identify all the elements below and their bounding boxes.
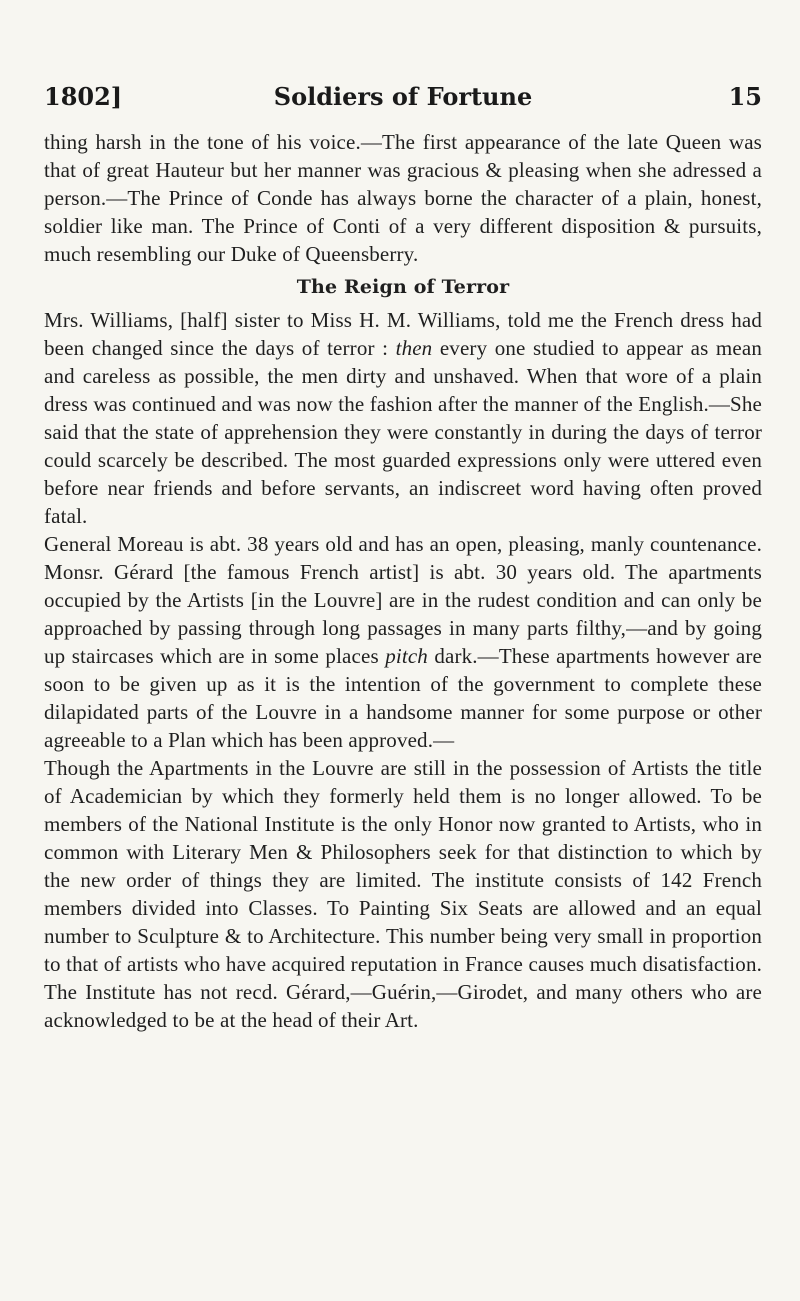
book-page (44, 80, 762, 1034)
running-head-title: Soldiers of Fortune (273, 82, 533, 111)
paragraph-terror (44, 306, 762, 530)
paragraph-opening: thing harsh in the tone of his voice.—The first appearance of the late Queen was that of great Hauteur but her manner was gracious & pleasing when she adressed a person.—The Prince of Conde has always borne the character of a plain, honest, soldier like man. The Prince of Conti of a very different disposition & pursuits, much resembling our Duke of Queensberry. (44, 130, 762, 266)
page-body (44, 128, 762, 1034)
paragraph-institute: Though the Apartments in the Louvre are still in the possession of Artists the title of Academician by which they formerly held them is no longer allowed. To be members of the National Institute is the only Honor now granted to Artists, who in common with Literary Men & Philosophers seek for that distinction to which by the new order of things they are limited. The institute consists of 142 French members divided into Classes. To Painting Six Seats are allowed and an equal number to Sculpture & to Architecture. This number being very small in proportion to that of artists who have acquired reputation in France causes much disatisfaction. The Institute has not recd. Gérard,—Guérin,—Girodet, and many others who are acknowledged to be at the head of their Art. (44, 756, 762, 1032)
section-heading: The Reign of Terror (296, 276, 510, 298)
paragraph-terror-text-a: Mrs. Williams, [half] sister to Miss H. M. Williams, told me the French dress had been changed since the days of terror : (44, 308, 762, 360)
paragraph-moreau (44, 530, 762, 754)
italic-then: then (395, 336, 433, 360)
paragraph-moreau-text-a: General Moreau is abt. 38 years old and has an open, pleasing, manly countenance. Monsr. Gérard [the famous French artist] is abt. 30 years old. The apartments occupied by the Artists [in the Louvre] are in the rudest condition and can only be approached by passing through long passages in many parts filthy,—and by going up staircases which are in some places (44, 532, 762, 668)
running-head (44, 80, 762, 114)
paragraph-terror-text-b: every one studied to appear as mean and careless as possible, the men dirty and unshaved. When that wore of a plain dress was continued and was now the fashion after the manner of the English.—She said that the state of apprehension they were constantly in during the days of terror could scarcely be described. The most guarded expressions only were uttered even before near friends and before servants, an indiscreet word having often proved fatal. (44, 336, 762, 528)
running-head-year: 1802] (44, 82, 123, 111)
paragraph-moreau-text-b: dark.—These apartments however are soon to be given up as it is the intention of the government to complete these dilapidated parts of the Louvre in a handsome manner for some purpose or other agreeable to a Plan which has been approved.— (44, 644, 762, 752)
page-number: 15 (728, 82, 762, 111)
italic-pitch: pitch (385, 644, 428, 668)
